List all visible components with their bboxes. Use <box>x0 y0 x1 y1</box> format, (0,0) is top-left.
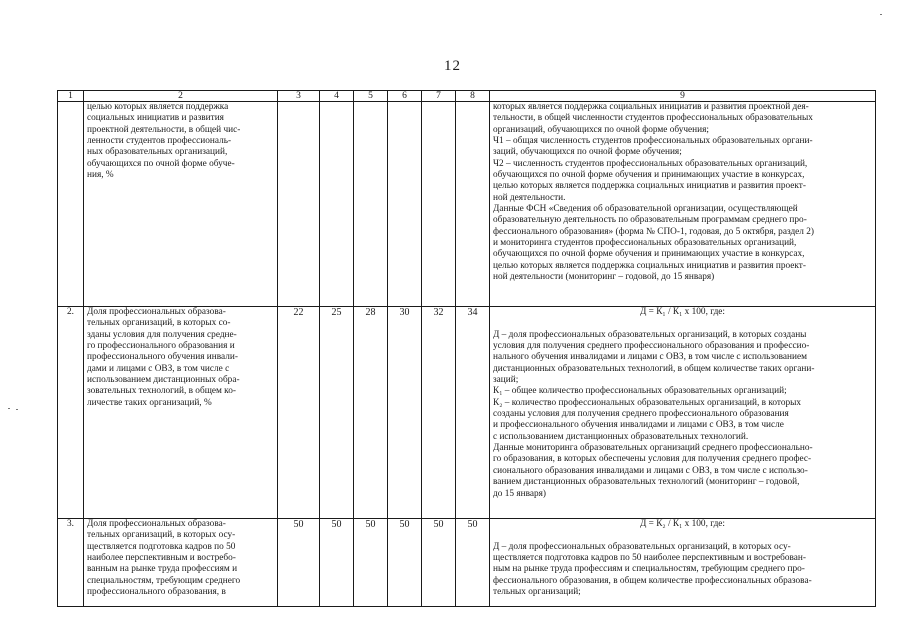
description-line: тельности, в общей численности студентов профессиональных образовательных <box>493 113 813 124</box>
column-number: 8 <box>456 91 490 102</box>
indicator-line: Доля профессиональных образова- <box>87 519 226 529</box>
table-row <box>58 102 876 307</box>
indicator-line: Доля профессиональных образова- <box>87 307 226 317</box>
indicator-cell <box>84 307 278 519</box>
indicator-cell <box>84 102 278 307</box>
description-line: заций, обучающихся по очной форме обучения; <box>493 147 682 158</box>
indicator-line: зовательных технологий, в общем ко- <box>87 386 236 397</box>
value-cell: 34 <box>456 307 490 519</box>
indicators-table <box>57 90 876 607</box>
description-line: Данные ФСН «Сведения об образовательной организации, осуществляющей <box>493 204 798 215</box>
description-line: К₂ – количество профессиональных образовательных организаций, в которых <box>493 397 802 408</box>
spacer <box>493 318 872 329</box>
description-line: обучающихся по очной форме обучения и принимающих участие в конкурсах, <box>493 249 805 260</box>
description-line: дистанционных образовательных технологий, в общем количестве таких органи- <box>493 363 815 374</box>
column-number-row <box>58 91 876 102</box>
description-line: которых является поддержка социальных инициатив и развития проектной дея- <box>493 102 809 112</box>
indicator-line: профессионального обучения инвали- <box>87 352 238 363</box>
column-number: 9 <box>490 91 876 102</box>
description-line: целью которых является поддержка социальных инициатив и развития проект- <box>493 260 806 271</box>
scan-speck <box>16 409 18 410</box>
scan-speck <box>8 408 10 409</box>
description-line: го образования, в которых обеспечены условия для получения среднего профес- <box>493 454 812 465</box>
indicator-line: дами и лицами с ОВЗ, в том числе с <box>87 363 230 374</box>
indicator-line: го профессионального образования и <box>87 341 235 352</box>
description-line: образовательную деятельность по образовательным программам среднего про- <box>493 215 807 226</box>
value-cell: 28 <box>354 307 388 519</box>
table-row <box>58 519 876 607</box>
indicator-line: социальных инициатив и развития <box>87 113 224 124</box>
description-line: нального обучения инвалидами и лицами с ОВЗ, в том числе с использованием <box>493 352 807 363</box>
formula: Д = К₁ / К₁ х 100, где: <box>639 307 726 317</box>
indicator-line: специальностям, требующим среднего <box>87 575 241 586</box>
indicator-line: ленности студентов профессиональ- <box>87 136 232 147</box>
description-line: целью которых является поддержка социальных инициатив и развития проект- <box>493 181 806 192</box>
scan-speck <box>880 14 882 15</box>
description-line: фессионального образования» (форма № СПО-1, годовая, до 5 октября, раздел 2) <box>493 226 815 237</box>
indicator-line: профессионального образования, в <box>87 587 226 598</box>
description-line: организаций, обучающихся по очной форме обучения; <box>493 124 709 135</box>
value-cell: 50 <box>388 519 422 607</box>
page-number: 12 <box>444 58 461 74</box>
spacer <box>493 530 872 541</box>
value-cell: 22 <box>278 307 320 519</box>
description-line: до 15 января) <box>493 488 546 499</box>
indicator-line: тельных организаций, в которых осу- <box>87 530 236 541</box>
column-number: 2 <box>84 91 278 102</box>
description-line: ванием дистанционных образовательных технологий (мониторинг – годовой, <box>493 477 800 488</box>
column-number: 5 <box>354 91 388 102</box>
description-cell <box>490 102 876 307</box>
value-cell <box>278 102 320 307</box>
indicator-line: наиболее перспективным и востребо- <box>87 553 236 564</box>
column-number: 7 <box>422 91 456 102</box>
indicator-line: проектной деятельности, в общей чис- <box>87 124 241 135</box>
value-cell: 25 <box>320 307 354 519</box>
value-cell: 50 <box>354 519 388 607</box>
indicator-line: зданы условия для получения средне- <box>87 329 237 340</box>
description-line: ным на рынке труда профессиям и специальностям, требующим среднего про- <box>493 564 805 575</box>
value-cell <box>422 102 456 307</box>
value-cell: 50 <box>456 519 490 607</box>
description-line: тельных организаций; <box>493 587 581 598</box>
description-line: ной деятельности (мониторинг – годовой, до 15 января) <box>493 272 715 283</box>
description-cell <box>490 307 876 519</box>
indicator-line: тельных организаций, в которых со- <box>87 318 231 329</box>
indicator-line: использованием дистанционных обра- <box>87 375 240 386</box>
indicator-line: ных образовательных организаций, <box>87 147 228 158</box>
column-number: 6 <box>388 91 422 102</box>
description-line: ной деятельности. <box>493 192 566 203</box>
description-line: Ч2 – численность студентов профессиональных образовательных организаций, <box>493 158 808 169</box>
indicator-line: ванным на рынке труда профессиям и <box>87 564 238 575</box>
description-line: фессионального образования, в общем количестве профессиональных образова- <box>493 575 812 586</box>
description-line: Д – доля профессиональных образовательных организаций, в которых созданы <box>493 329 807 340</box>
value-cell: 50 <box>320 519 354 607</box>
value-cell <box>354 102 388 307</box>
value-cell: 32 <box>422 307 456 519</box>
description-line: и профессионального обучения инвалидами и лицами с ОВЗ, в том числе <box>493 420 784 431</box>
description-line: с использованием дистанционных образовательных технологий. <box>493 431 749 442</box>
table-row <box>58 307 876 519</box>
description-line: условия для получения среднего профессионального образования и профессио- <box>493 341 810 352</box>
description-line: сионального образования инвалидами и лицами с ОВЗ, в том числе с использо- <box>493 465 808 476</box>
column-number: 1 <box>58 91 84 102</box>
indicator-line: целью которых является поддержка <box>87 102 229 112</box>
description-line: Д – доля профессиональных образовательных организаций, в которых осу- <box>493 541 791 552</box>
row-number <box>58 102 84 307</box>
description-line: Ч1 – общая численность студентов профессиональных образовательных органи- <box>493 136 813 147</box>
description-cell <box>490 519 876 607</box>
formula: Д = К₂ / К₁ х 100, где: <box>639 519 726 529</box>
description-line: и мониторинга студентов профессиональных образовательных организаций, <box>493 238 797 249</box>
row-number: 3. <box>58 519 84 607</box>
description-line: обучающихся по очной форме обучения и принимающих участие в конкурсах, <box>493 170 805 181</box>
value-cell <box>456 102 490 307</box>
value-cell: 50 <box>278 519 320 607</box>
indicator-line: личестве таких организаций, % <box>87 397 212 408</box>
description-line: Данные мониторинга образовательных организаций среднего профессионально- <box>493 443 813 454</box>
description-line: заций; <box>493 375 519 386</box>
column-number: 4 <box>320 91 354 102</box>
indicator-cell <box>84 519 278 607</box>
indicator-line: ществляется подготовка кадров по 50 <box>87 541 236 552</box>
column-number: 3 <box>278 91 320 102</box>
description-line: К₁ – общее количество профессиональных образовательных организаций; <box>493 386 787 397</box>
value-cell: 50 <box>422 519 456 607</box>
indicator-line: обучающихся по очной форме обуче- <box>87 158 235 169</box>
value-cell: 30 <box>388 307 422 519</box>
description-line: созданы условия для получения среднего профессионального образования <box>493 409 789 420</box>
value-cell <box>320 102 354 307</box>
row-number: 2. <box>58 307 84 519</box>
indicator-line: ния, % <box>87 170 114 181</box>
description-line: ществляется подготовка кадров по 50 наиболее перспективным и востребован- <box>493 553 806 564</box>
value-cell <box>388 102 422 307</box>
